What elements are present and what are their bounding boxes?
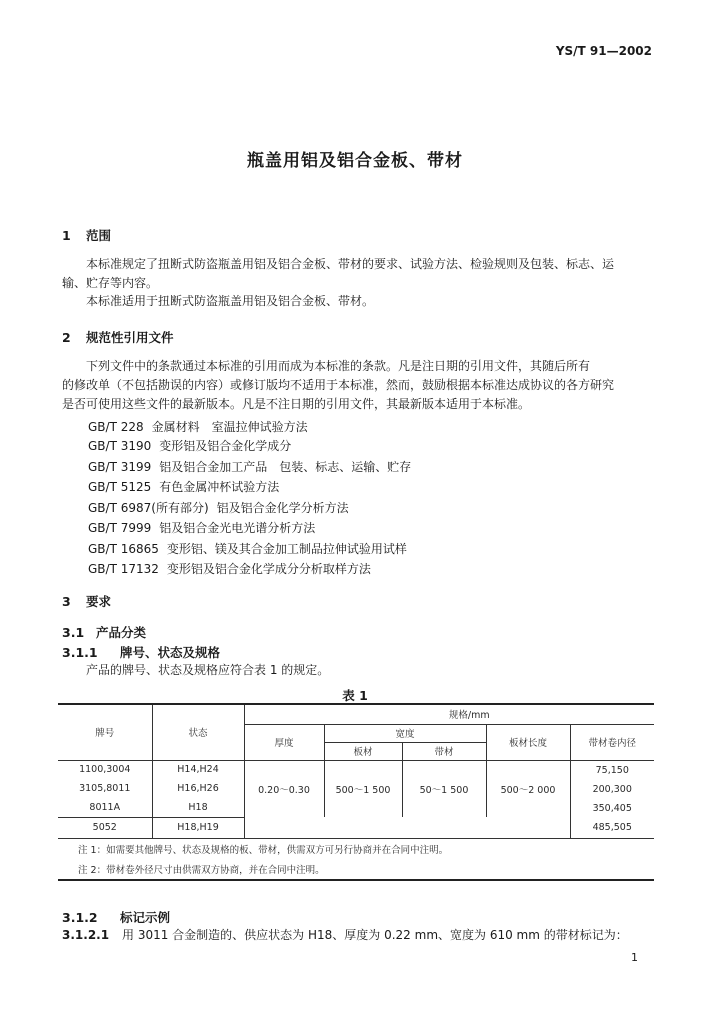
header-temper: 状态	[152, 704, 244, 760]
section-3-1-2-heading	[62, 908, 170, 926]
cell-plate-width: 500～1 500	[324, 760, 402, 817]
section-title: 要求	[86, 594, 112, 609]
section-number: 3.1.2	[62, 910, 98, 925]
section-title: 范围	[86, 228, 112, 243]
header-strip-width: 带材	[402, 742, 486, 760]
reference-item	[88, 499, 349, 516]
reference-item	[88, 519, 315, 536]
reference-item	[88, 437, 291, 454]
reference-title: 金属材料 室温拉伸试验方法	[151, 420, 308, 434]
cell-grade: 5052	[58, 817, 152, 838]
cell-coil-inner-diameter	[570, 760, 654, 838]
coil-diameter-value: 350,405	[592, 803, 632, 814]
section-title: 标记示例	[120, 910, 171, 925]
reference-code: GB/T 16865	[88, 542, 159, 556]
cell-grade: 8011A	[58, 798, 152, 817]
section-title: 牌号、状态及规格	[120, 645, 221, 660]
section-1-paragraph-2: 本标准适用于扭断式防盗瓶盖用铝及铝合金板、带材。	[86, 294, 375, 308]
reference-code: GB/T 228	[88, 420, 144, 434]
cell-thickness: 0.20～0.30	[244, 760, 324, 817]
cell-grade: 1100,3004	[58, 760, 152, 779]
table-note-2: 注 2：带材卷外径尺寸由供需双方协商，并在合同中注明。	[58, 859, 654, 880]
section-1-heading	[62, 226, 111, 244]
reference-code: GB/T 7999	[88, 521, 152, 535]
section-2-heading	[62, 328, 174, 346]
cell-temper: H16,H26	[152, 779, 244, 798]
section-2-paragraph-line-2: 的修改单（不包括勘误的内容）或修订版均不适用于本标准，然而，鼓励根据本标准达成协议的各方研究	[62, 378, 615, 392]
section-3-1-2-1-paragraph	[62, 929, 628, 941]
section-3-heading	[62, 592, 111, 610]
section-number: 3.1.2.1	[62, 928, 110, 942]
section-3-1-heading	[62, 623, 146, 641]
reference-code: GB/T 6987(所有部分)	[88, 501, 209, 515]
page-number: 1	[631, 951, 638, 964]
reference-item	[88, 458, 411, 475]
cell-strip-width: 50～1 500	[402, 760, 486, 817]
section-3-1-1-heading	[62, 643, 220, 661]
document-title: 瓶盖用铝及铝合金板、带材	[247, 151, 463, 171]
reference-title: 有色金属冲杯试验方法	[159, 480, 280, 494]
cell-temper: H18,H19	[152, 817, 244, 838]
section-2-paragraph-line-3: 是否可使用这些文件的最新版本。凡是不注日期的引用文件，其最新版本适用于本标准。	[62, 397, 531, 411]
reference-code: GB/T 5125	[88, 480, 152, 494]
reference-item	[88, 478, 279, 495]
reference-title: 铝及铝合金加工产品 包装、标志、运输、贮存	[159, 460, 412, 474]
cell-temper: H14,H24	[152, 760, 244, 779]
coil-diameter-value: 200,300	[592, 784, 632, 795]
section-1-paragraph-1-line-1: 本标准规定了扭断式防盗瓶盖用铝及铝合金板、带材的要求、试验方法、检验规则及包装、标志、运	[86, 257, 615, 271]
reference-title: 变形铝及铝合金化学成分分析取样方法	[166, 562, 371, 576]
section-number: 1	[62, 228, 71, 243]
cell-plate-length: 500～2 000	[486, 760, 570, 817]
section-1-paragraph-1-line-2: 输、贮存等内容。	[62, 276, 159, 290]
table-note-1: 注 1：如需要其他牌号、状态及规格的板、带材，供需双方可另行协商并在合同中注明。	[58, 838, 654, 859]
reference-title: 铝及铝合金光电光谱分析方法	[159, 521, 316, 535]
reference-item	[88, 560, 371, 577]
section-number: 3.1	[62, 625, 85, 640]
reference-item	[88, 540, 407, 557]
standard-number: YS/T 91—2002	[555, 44, 652, 58]
header-thickness: 厚度	[244, 724, 324, 760]
header-spec: 规格/mm	[244, 704, 654, 724]
header-width: 宽度	[324, 724, 486, 742]
reference-title: 变形铝、镁及其合金加工制品拉伸试验用试样	[166, 542, 407, 556]
cell-temper: H18	[152, 798, 244, 817]
table-caption: 表 1	[342, 688, 368, 703]
spec-table	[58, 703, 654, 881]
header-plate-width: 板材	[324, 742, 402, 760]
reference-code: GB/T 3190	[88, 439, 152, 453]
section-2-paragraph-line-1: 下列文件中的条款通过本标准的引用而成为本标准的条款。凡是注日期的引用文件，其随后所有	[86, 359, 591, 373]
coil-diameter-value: 485,505	[592, 822, 632, 833]
header-plate-length: 板材长度	[486, 724, 570, 760]
reference-item	[88, 418, 308, 435]
section-number: 2	[62, 330, 71, 345]
reference-title: 变形铝及铝合金化学成分	[159, 439, 292, 453]
section-title: 产品分类	[96, 625, 147, 640]
paragraph-text: 用 3011 合金制造的、供应状态为 H18、厚度为 0.22 mm、宽度为 610 mm 的带材标记为：	[122, 928, 628, 942]
header-grade: 牌号	[58, 704, 152, 760]
reference-title: 铝及铝合金化学分析方法	[216, 501, 349, 515]
section-number: 3	[62, 594, 71, 609]
reference-code: GB/T 3199	[88, 460, 152, 474]
section-number: 3.1.1	[62, 645, 98, 660]
header-coil-inner-diameter: 带材卷内径	[570, 724, 654, 760]
section-3-1-1-paragraph: 产品的牌号、状态及规格应符合表 1 的规定。	[86, 663, 330, 677]
coil-diameter-value: 75,150	[595, 765, 629, 776]
cell-grade: 3105,8011	[58, 779, 152, 798]
reference-code: GB/T 17132	[88, 562, 159, 576]
section-title: 规范性引用文件	[86, 330, 174, 345]
